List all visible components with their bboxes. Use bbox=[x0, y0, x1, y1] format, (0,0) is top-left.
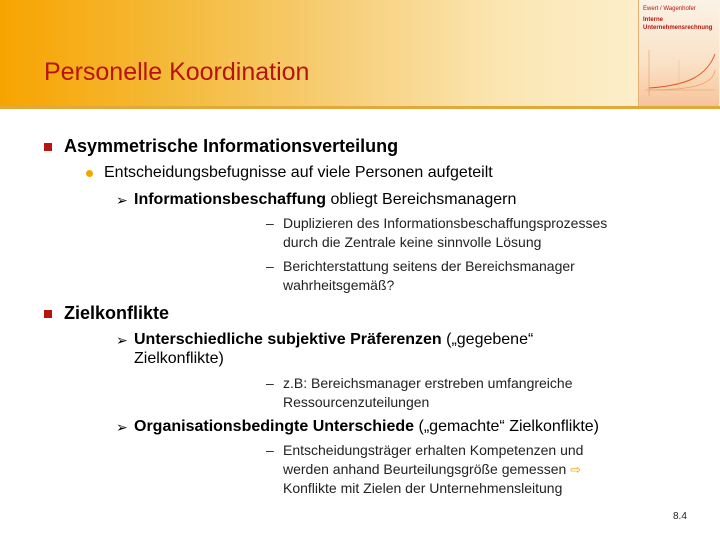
bullet-square-icon bbox=[44, 310, 52, 318]
detail-entscheidungstraeger-line1: Entscheidungsträger erhalten Kompetenzen und bbox=[283, 442, 584, 458]
book-title-line2: Unternehmensrechnung bbox=[643, 25, 713, 31]
detail-duplizieren-line2: durch die Zentrale keine sinnvolle Lösung bbox=[283, 234, 542, 250]
section-heading-asymmetric: Asymmetrische Informationsverteilung bbox=[64, 136, 399, 156]
bold-term: Organisationsbedingte Unterschiede bbox=[134, 418, 415, 435]
detail-duplizieren-line1: Duplizieren des Informationsbeschaffungsprozesses bbox=[283, 215, 608, 231]
bold-term: Informationsbeschaffung bbox=[134, 191, 327, 208]
page-title: Personelle Koordination bbox=[44, 58, 310, 86]
page-number: 8.4 bbox=[673, 511, 687, 522]
sub-bullet-entscheidung: Entscheidungsbefugnisse auf viele Personen aufgeteilt bbox=[104, 164, 493, 181]
detail-zb-line1: z.B: Bereichsmanager erstreben umfangreiche bbox=[283, 375, 573, 391]
detail-entscheidungstraeger-line2 bbox=[283, 460, 581, 479]
book-title-line1: Interne bbox=[643, 17, 664, 23]
detail-zb-line2: Ressourcenzuteilungen bbox=[283, 394, 430, 410]
dash-bullet-icon: – bbox=[266, 375, 274, 391]
sub-bullet-organisationsbedingt bbox=[134, 418, 599, 436]
arrow-bullet-icon: ➢ bbox=[116, 332, 128, 348]
arrow-bullet-icon: ➢ bbox=[116, 192, 128, 208]
sub-bullet-praeferenzen bbox=[134, 331, 533, 349]
bullet-dot-icon bbox=[86, 170, 93, 177]
term-rest: („gegebene“ bbox=[441, 331, 534, 348]
dash-bullet-icon: – bbox=[266, 215, 274, 231]
term-rest: obliegt Bereichsmanagern bbox=[326, 191, 517, 208]
bold-term: Unterschiedliche subjektive Präferenzen bbox=[134, 331, 442, 348]
detail-entscheidungstraeger-line3: Konflikte mit Zielen der Unternehmensleitung bbox=[283, 480, 563, 496]
book-cover-graph bbox=[639, 40, 719, 106]
section-heading-zielkonflikte: Zielkonflikte bbox=[64, 303, 170, 323]
bullet-square-icon bbox=[44, 143, 52, 151]
sub-bullet-praeferenzen-line2: Zielkonflikte) bbox=[134, 350, 224, 367]
book-author: Ewert / Wagenhofer bbox=[643, 6, 696, 12]
header-rule bbox=[0, 106, 720, 109]
detail-berichterstattung-line2: wahrheitsgemäß? bbox=[283, 277, 395, 293]
header-band bbox=[0, 0, 720, 108]
detail-line2-text: werden anhand Beurteilungsgröße gemessen bbox=[283, 461, 567, 477]
dash-bullet-icon: – bbox=[266, 258, 274, 274]
detail-berichterstattung-line1: Berichterstattung seitens der Bereichsmanager bbox=[283, 258, 575, 274]
arrow-bullet-icon: ➢ bbox=[116, 419, 128, 435]
implies-arrow-icon: ⇨ bbox=[570, 462, 582, 477]
book-cover-image bbox=[638, 0, 719, 106]
sub-bullet-informationsbeschaffung bbox=[134, 191, 516, 209]
term-rest: („gemachte“ Zielkonflikte) bbox=[414, 418, 600, 435]
dash-bullet-icon: – bbox=[266, 442, 274, 458]
